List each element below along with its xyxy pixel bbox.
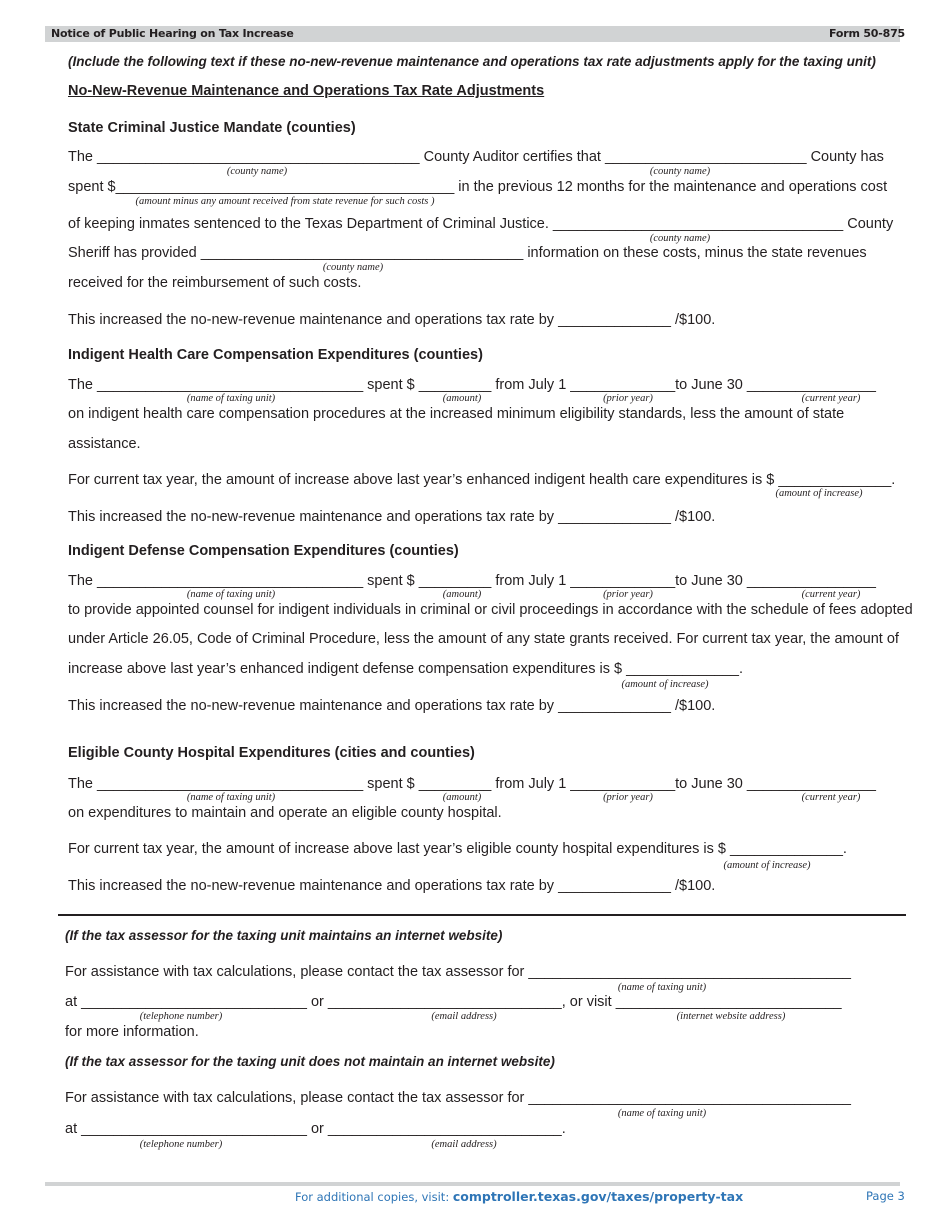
section-heading: State Criminal Justice Mandate (counties) [68,120,356,136]
form-line: on expenditures to maintain and operate an eligible county hospital. [68,805,502,821]
form-line: The ________________________________________ County Auditor certifies that _________________________ County has [68,149,884,165]
field-label: (county name) [322,262,384,273]
page-number: Page 3 [866,1189,905,1203]
increase-line: For current tax year, the amount of increase above last year’s eligible county hospital expenditures is $ ______________. [68,841,847,857]
form-line: For assistance with tax calculations, please contact the tax assessor for ________________________________________ [65,964,851,980]
field-label: (internet website address) [676,1011,786,1022]
form-line: for more information. [65,1024,199,1040]
field-label: (amount) [442,589,482,600]
form-line: received for the reimbursement of such costs. [68,275,362,291]
field-label: (amount minus any amount received from state revenue for such costs ) [135,196,435,207]
rate-line: This increased the no-new-revenue maintenance and operations tax rate by ______________ /$100. [68,312,716,328]
rate-line: This increased the no-new-revenue maintenance and operations tax rate by ______________ /$100. [68,509,716,525]
form-number: Form 50-875 [829,27,905,40]
main-heading: No-New-Revenue Maintenance and Operations Tax Rate Adjustments [68,83,545,99]
field-label: (current year) [801,393,861,404]
form-line: under Article 26.05, Code of Criminal Procedure, less the amount of any state grants received. For current tax year, the amount of [68,631,899,647]
section-heading: (If the tax assessor for the taxing unit maintains an internet website) [65,928,503,943]
form-line: assistance. [68,436,141,452]
form-line: spent $__________________________________________ in the previous 12 months for the maintenance and operations cost [68,179,888,195]
field-label: (telephone number) [139,1011,223,1022]
field-label: (telephone number) [139,1139,223,1150]
section-heading: Eligible County Hospital Expenditures (cities and counties) [68,745,475,761]
footer-copies [295,1189,743,1204]
field-label: (amount) [442,393,482,404]
form-line: to provide appointed counsel for indigent individuals in criminal or civil proceedings in accordance with the schedule of fees adopted [68,602,913,618]
field-label: (amount of increase) [775,488,863,499]
field-label: (prior year) [603,393,653,404]
field-label: (email address) [431,1139,497,1150]
field-label: (amount of increase) [723,860,811,871]
form-line: increase above last year’s enhanced indigent defense compensation expenditures is $ ______________. [68,661,744,677]
field-label: (name of taxing unit) [186,393,276,404]
form-line: The _________________________________ spent $ _________ from July 1 _____________to June 30 ________________ [68,573,876,589]
form-line: of keeping inmates sentenced to the Texas Department of Criminal Justice. ____________________________________ County [68,216,894,232]
field-label: (name of taxing unit) [186,792,276,803]
form-title: Notice of Public Hearing on Tax Increase [51,27,294,40]
rate-line: This increased the no-new-revenue maintenance and operations tax rate by ______________ /$100. [68,698,716,714]
field-label: (current year) [801,589,861,600]
intro-instruction: (Include the following text if these no-new-revenue maintenance and operations tax rate adjustments apply for the taxing unit) [68,54,876,69]
field-label: (county name) [226,166,288,177]
form-line: at ____________________________ or _____________________________. [65,1121,566,1137]
form-line: The _________________________________ spent $ _________ from July 1 _____________to June 30 ________________ [68,377,876,393]
field-label: (name of taxing unit) [617,982,707,993]
form-line: The _________________________________ spent $ _________ from July 1 _____________to June 30 ________________ [68,776,876,792]
field-label: (amount of increase) [621,679,709,690]
field-label: (county name) [649,166,711,177]
form-line: Sheriff has provided ________________________________________ information on these costs, minus the state revenues [68,245,867,261]
field-label: (email address) [431,1011,497,1022]
footer-url-link[interactable]: comptroller.texas.gov/taxes/property-tax [452,1189,744,1204]
field-label: (name of taxing unit) [617,1108,707,1119]
field-label: (prior year) [603,792,653,803]
section-heading: Indigent Health Care Compensation Expenditures (counties) [68,347,483,363]
field-label: (name of taxing unit) [186,589,276,600]
rate-line: This increased the no-new-revenue maintenance and operations tax rate by ______________ /$100. [68,878,716,894]
footer-copies-text: For additional copies, visit: [295,1190,453,1204]
section-heading: Indigent Defense Compensation Expenditures (counties) [68,543,459,559]
field-label: (current year) [801,792,861,803]
field-label: (amount) [442,792,482,803]
footer-bar [45,1182,900,1186]
increase-line: For current tax year, the amount of increase above last year’s enhanced indigent health care expenditures is $ ______________. [68,472,896,488]
section-heading: (If the tax assessor for the taxing unit does not maintain an internet website) [65,1054,555,1069]
section-divider [58,914,906,916]
field-label: (prior year) [603,589,653,600]
form-line: For assistance with tax calculations, please contact the tax assessor for ________________________________________ [65,1090,851,1106]
field-label: (county name) [649,233,711,244]
form-line: on indigent health care compensation procedures at the increased minimum eligibility standards, less the amount of state [68,406,845,422]
form-line: at ____________________________ or _____________________________, or visit ____________________________ [65,994,842,1010]
